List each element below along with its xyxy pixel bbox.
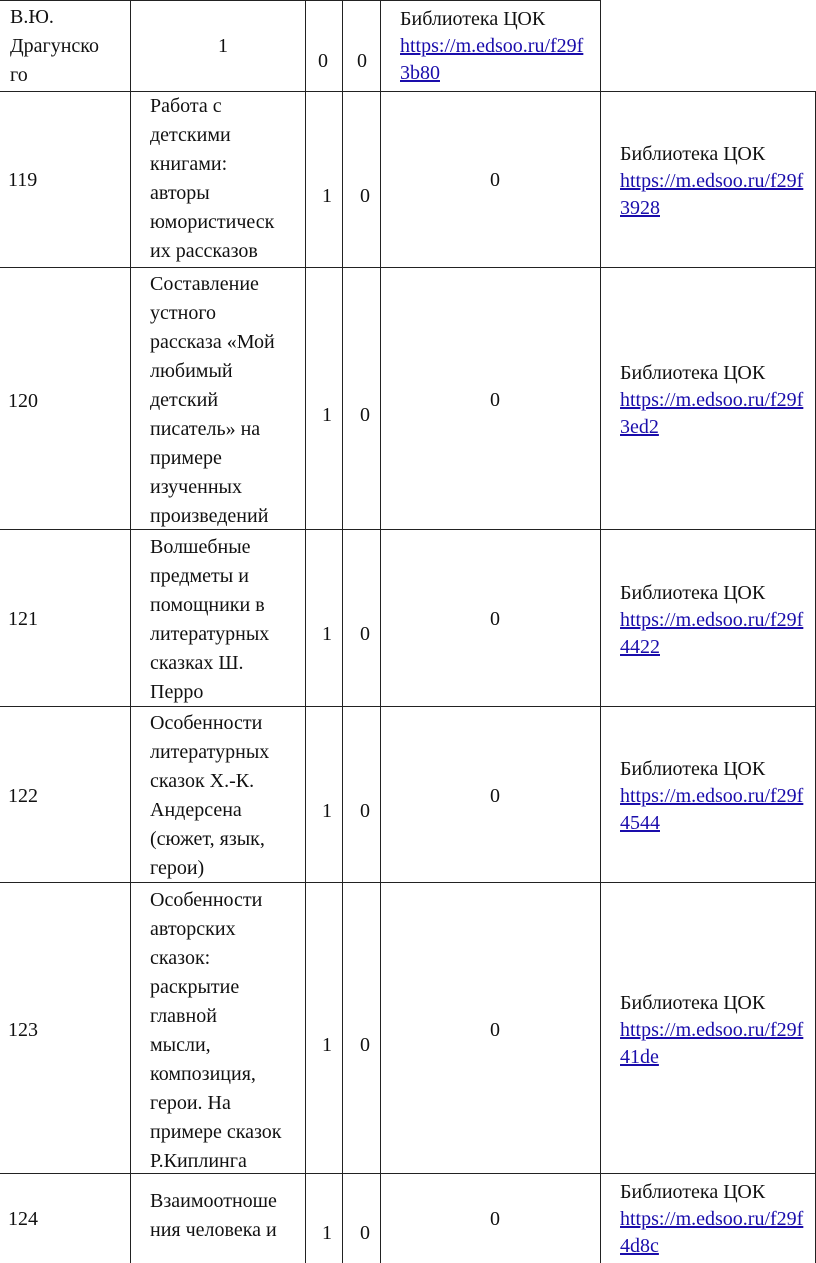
- row-topic: Взаимоотноше ния человека и: [150, 1190, 277, 1241]
- grid-line: [0, 91, 816, 92]
- library-label: Библиотека ЦОК: [620, 143, 766, 165]
- row-control: 0: [360, 623, 370, 645]
- top-row-hours: 1: [218, 35, 228, 57]
- grid-line: [342, 0, 343, 1263]
- row-hours: 1: [322, 404, 332, 426]
- row-practice: 0: [490, 608, 500, 630]
- top-row-control: 0: [318, 50, 328, 72]
- library-link[interactable]: https://m.edsoo.ru/f29f 3928: [620, 170, 804, 219]
- library-label: Библиотека ЦОК: [620, 582, 766, 604]
- row-number: 121: [8, 608, 38, 630]
- grid-line: [600, 91, 601, 1263]
- grid-line: [0, 267, 816, 268]
- grid-line: [0, 529, 816, 530]
- row-hours: 1: [322, 1034, 332, 1056]
- library-label: Библиотека ЦОК: [620, 992, 766, 1014]
- grid-line: [0, 882, 816, 883]
- library-link[interactable]: https://m.edsoo.ru/f29f 41de: [620, 1019, 804, 1068]
- row-topic: Составление устного рассказа «Мой любимый детский писатель» на примере изученных произведений: [150, 273, 275, 527]
- row-hours: 1: [322, 623, 332, 645]
- row-practice: 0: [490, 169, 500, 191]
- row-practice: 0: [490, 389, 500, 411]
- row-topic: Особенности авторских сказок: раскрытие главной мысли, композиция, герои. На примере сказок Р.Киплинга: [150, 889, 282, 1172]
- grid-line: [0, 1173, 816, 1174]
- row-library: [620, 141, 803, 222]
- row-library: [620, 580, 803, 661]
- library-label: Библиотека ЦОК: [400, 8, 546, 30]
- row-number: 122: [8, 785, 38, 807]
- row-number: 123: [8, 1019, 38, 1041]
- row-number: 124: [8, 1208, 38, 1230]
- row-practice: 0: [490, 1208, 500, 1230]
- library-link[interactable]: https://m.edsoo.ru/f29f 3b80: [400, 35, 584, 84]
- library-label: Библиотека ЦОК: [620, 758, 766, 780]
- row-library: [620, 990, 803, 1071]
- library-link[interactable]: https://m.edsoo.ru/f29f 3ed2: [620, 389, 804, 438]
- grid-line: [0, 0, 600, 1]
- grid-line: [0, 706, 816, 707]
- grid-line: [130, 0, 131, 1263]
- row-control: 0: [360, 800, 370, 822]
- grid-line: [380, 0, 381, 1263]
- library-label: Библиотека ЦОК: [620, 1181, 766, 1203]
- top-row-library: [400, 6, 583, 87]
- top-row-practice: 0: [357, 50, 367, 72]
- library-link[interactable]: https://m.edsoo.ru/f29f 4422: [620, 609, 804, 658]
- library-label: Библиотека ЦОК: [620, 362, 766, 384]
- row-hours: 1: [322, 1222, 332, 1244]
- row-control: 0: [360, 1034, 370, 1056]
- row-control: 0: [360, 185, 370, 207]
- grid-line: [600, 0, 601, 91]
- row-library: [620, 756, 803, 837]
- row-library: [620, 1179, 803, 1260]
- row-topic: Работа с детскими книгами: авторы юмористическ их рассказов: [150, 95, 275, 262]
- row-practice: 0: [490, 785, 500, 807]
- row-number: 120: [8, 390, 38, 412]
- library-link[interactable]: https://m.edsoo.ru/f29f 4544: [620, 785, 804, 834]
- row-hours: 1: [322, 800, 332, 822]
- row-topic: Волшебные предметы и помощники в литературных сказках Ш. Перро: [150, 536, 270, 703]
- library-link[interactable]: https://m.edsoo.ru/f29f 4d8c: [620, 1208, 804, 1257]
- grid-line: [305, 0, 306, 1263]
- row-hours: 1: [322, 185, 332, 207]
- row-control: 0: [360, 1222, 370, 1244]
- row-topic: Особенности литературных сказок Х.-К. Андерсена (сюжет, язык, герои): [150, 712, 270, 879]
- top-row-topic: В.Ю. Драгунско го: [10, 6, 100, 86]
- row-control: 0: [360, 404, 370, 426]
- row-library: [620, 360, 803, 441]
- row-practice: 0: [490, 1019, 500, 1041]
- row-number: 119: [8, 169, 38, 191]
